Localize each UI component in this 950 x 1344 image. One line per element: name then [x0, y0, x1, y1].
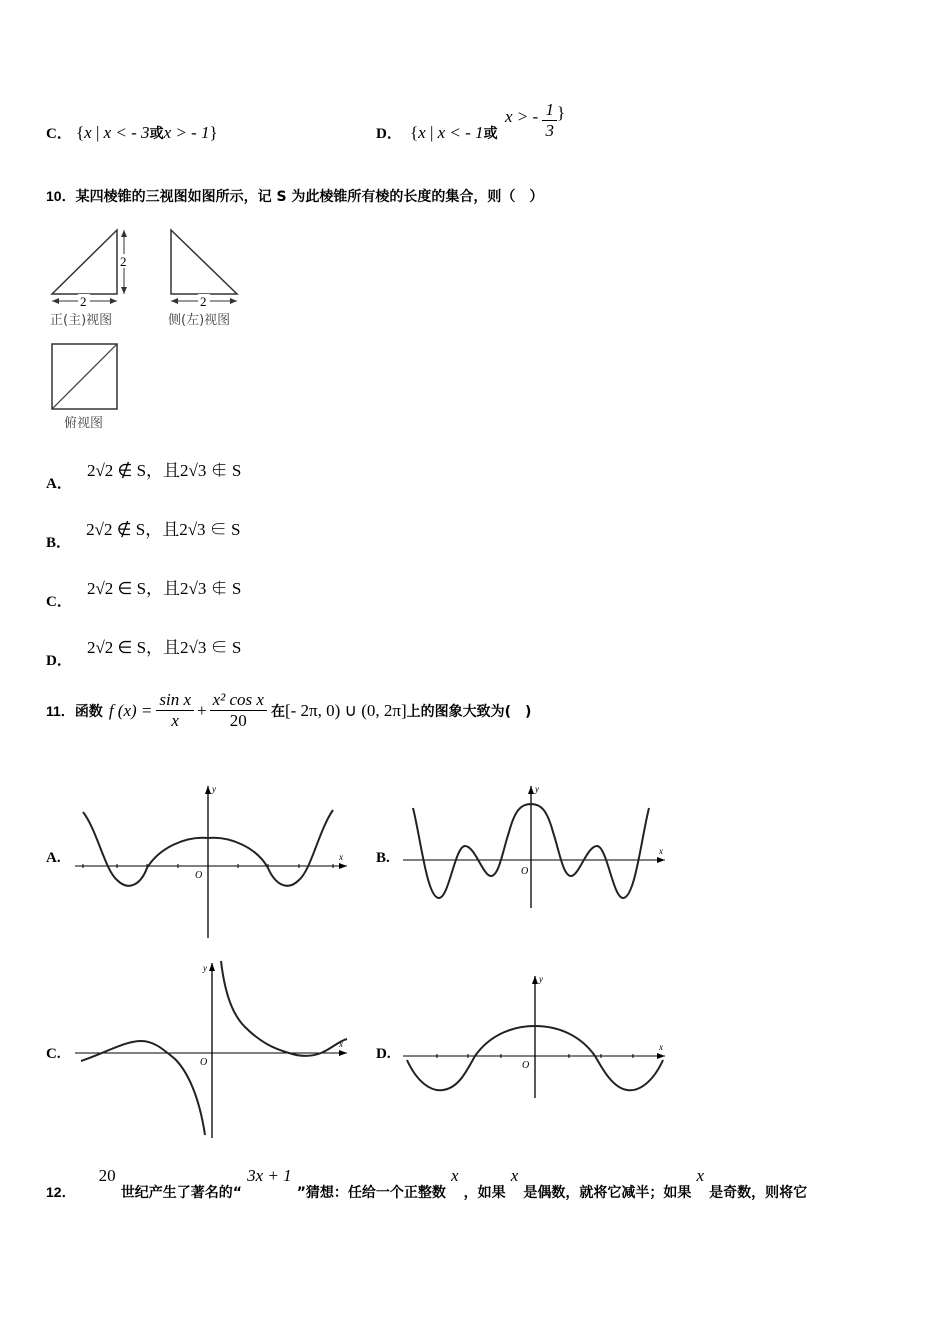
- graph-d-label[interactable]: D.: [376, 1046, 391, 1062]
- fraction-sinx-over-x: $\frac{\text{sin x}}{x}$: [156, 690, 194, 731]
- front-view-triangle: [52, 230, 117, 294]
- svg-text:y: y: [212, 784, 216, 794]
- side-view-triangle: [171, 230, 237, 294]
- graph-b[interactable]: [403, 780, 673, 910]
- graph-b-label[interactable]: B.: [376, 850, 390, 866]
- q10-option-c[interactable]: C． 2√2 ∈ S，且2√3 ∉ S: [46, 579, 242, 610]
- side-view-caption: 侧(左)视图: [168, 313, 231, 328]
- side-width-label: 2: [200, 294, 207, 309]
- svg-text:x: x: [659, 846, 663, 856]
- svg-text:x: x: [339, 1039, 343, 1049]
- front-height-label: 2: [120, 254, 127, 269]
- svg-text:y: y: [539, 974, 543, 984]
- svg-text:O: O: [200, 1057, 208, 1068]
- graph-c-label[interactable]: C.: [46, 1046, 61, 1062]
- q10-option-d[interactable]: D． 2√2 ∈ S，且2√3 ∈ S: [46, 638, 242, 669]
- graph-d[interactable]: [403, 970, 673, 1100]
- graph-c-right-curve: [221, 961, 347, 1056]
- three-view-diagram: [40, 220, 260, 440]
- front-view-caption: 正(主)视图: [50, 313, 113, 328]
- option-label: C．: [46, 126, 72, 142]
- graph-a[interactable]: [75, 780, 355, 940]
- q9-option-c[interactable]: [46, 122, 72, 143]
- fraction-one-third: $\frac{1}{3}$: [542, 100, 557, 141]
- svg-text:x: x: [659, 1042, 663, 1052]
- graph-c-left-curve: [81, 1041, 208, 1135]
- q12-stem: 12． 20 世纪产生了著名的“ 3x + 1 ”猜想：任给一个正整数 x ，如果 x 是偶数，就将它减半；如果 x 是奇数，则将它: [46, 1166, 808, 1201]
- svg-text:O: O: [521, 866, 529, 877]
- top-view-caption: 俯视图: [64, 416, 104, 431]
- q10-stem: 10．某四棱锥的三视图如图所示，记 S 为此棱锥所有棱的长度的集合，则（ ）: [46, 188, 544, 205]
- q9-option-d-set-left: {x | x < - 1或: [410, 123, 498, 142]
- svg-text:x: x: [339, 852, 343, 862]
- q9-option-d[interactable]: [376, 122, 402, 143]
- svg-text:y: y: [535, 784, 539, 794]
- svg-text:y: y: [203, 963, 207, 973]
- q9-option-c-set: {x | x < - 3或x > - 1}: [76, 123, 218, 142]
- q11-stem: 11． 函数 f (x) = $\frac{\text{sin x}}{x}$ + $\frac{\text{x² cos x}}{20}$ 在 [- 2π, 0) ∪ (0, 2π] 上的图象大致为( ): [46, 690, 532, 730]
- q9-option-d-set-right: x > - $\frac{1}{3}$ }: [505, 100, 566, 140]
- q10-option-a[interactable]: A． 2√2 ∉ S，且2√3 ∉ S: [46, 461, 242, 492]
- option-label: D．: [376, 126, 402, 142]
- fraction-x2cosx-over-20: $\frac{\text{x² cos x}}{20}$: [210, 690, 267, 731]
- graph-c[interactable]: [75, 955, 355, 1140]
- svg-text:O: O: [522, 1060, 530, 1071]
- q10-option-b[interactable]: B． 2√2 ∉ S，且2√3 ∈ S: [46, 520, 241, 551]
- front-width-label: 2: [80, 294, 87, 309]
- svg-text:O: O: [195, 870, 203, 881]
- graph-a-label[interactable]: A.: [46, 850, 61, 866]
